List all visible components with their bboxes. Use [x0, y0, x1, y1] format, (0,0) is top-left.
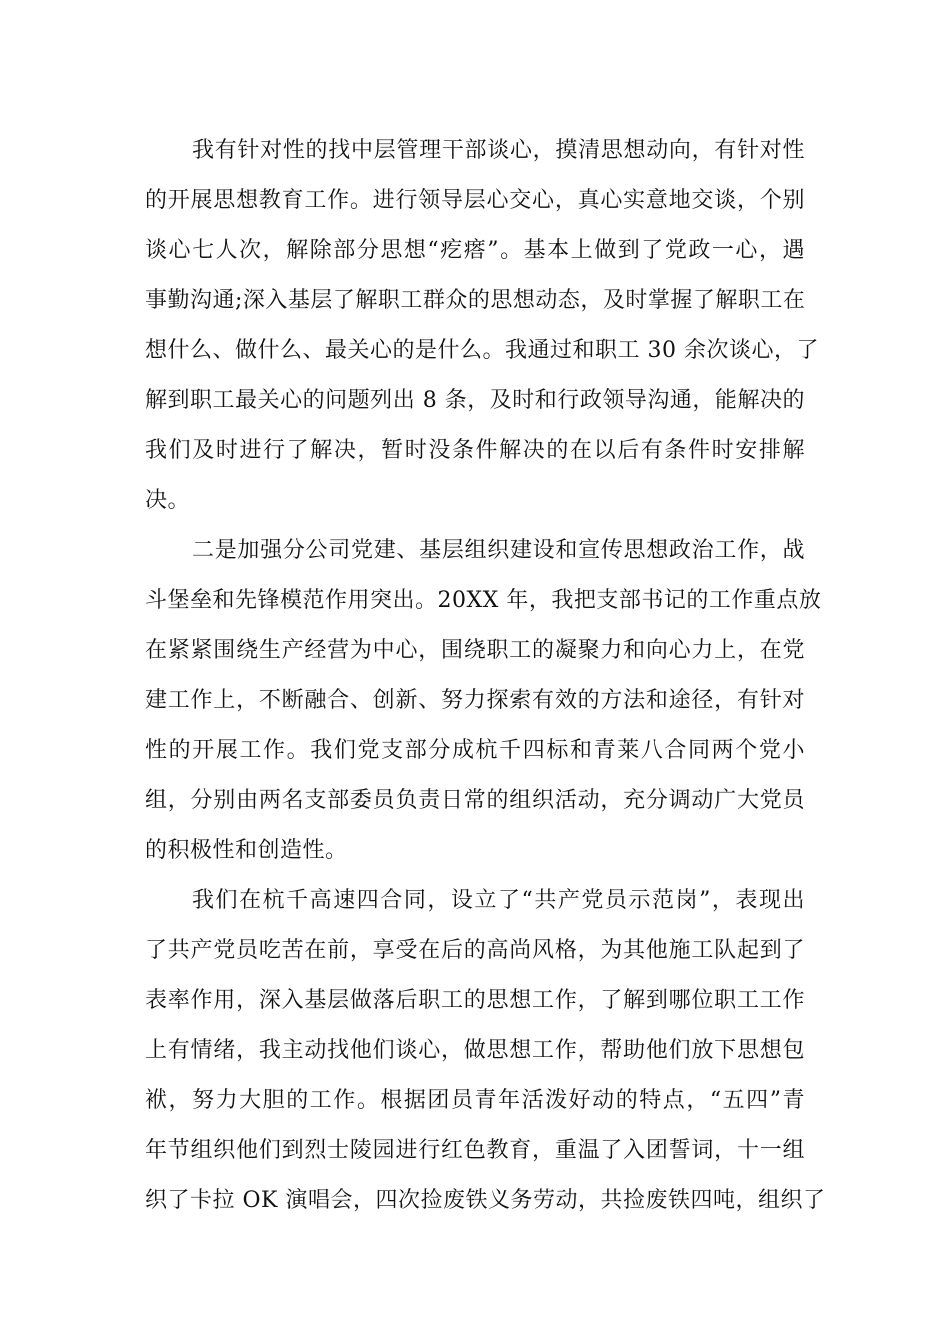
paragraph-1-line-7: 我们及时进行了解决，暂时没条件解决的在以后有条件时安排解 — [145, 438, 805, 463]
paragraph-2-line-4: 建工作上，不断融合、创新、努力探索有效的方法和途径，有针对 — [145, 688, 805, 713]
paragraph-2-line-3: 在紧紧围绕生产经营为中心，围绕职工的凝聚力和向心力上，在党 — [145, 638, 805, 663]
paragraph-2-line-6: 组，分别由两名支部委员负责日常的组织活动，充分调动广大党员 — [145, 788, 805, 813]
paragraph-1-line-2: 的开展思想教育工作。进行领导层心交心，真心实意地交谈，个别 — [145, 188, 805, 213]
paragraph-1-line-6: 解到职工最关心的问题列出 8 条，及时和行政领导沟通，能解决的 — [145, 388, 805, 413]
paragraph-3-line-5: 袱，努力大胆的工作。根据团员青年活泼好动的特点，“五四”青 — [145, 1088, 805, 1113]
paragraph-3-line-4: 上有情绪，我主动找他们谈心，做思想工作，帮助他们放下思想包 — [145, 1038, 805, 1063]
paragraph-3-line-1: 我们在杭千高速四合同，设立了“共产党员示范岗”，表现出 — [192, 888, 805, 913]
paragraph-3-line-2: 了共产党员吃苦在前，享受在后的高尚风格，为其他施工队起到了 — [145, 938, 805, 963]
paragraph-2-line-7: 的积极性和创造性。 — [145, 838, 348, 863]
paragraph-3-line-3: 表率作用，深入基层做落后职工的思想工作，了解到哪位职工工作 — [145, 988, 805, 1013]
paragraph-1-line-1: 我有针对性的找中层管理干部谈心，摸清思想动向，有针对性 — [192, 138, 805, 163]
paragraph-1-line-5: 想什么、做什么、最关心的是什么。我通过和职工 30 余次谈心，了 — [145, 338, 819, 363]
paragraph-1-line-3: 谈心七人次，解除部分思想“疙瘩”。基本上做到了党政一心，遇 — [145, 238, 805, 263]
paragraph-1-line-8: 决。 — [145, 488, 191, 513]
paragraph-2-line-1: 二是加强分公司党建、基层组织建设和宣传思想政治工作，战 — [192, 538, 805, 563]
paragraph-2-line-2: 斗堡垒和先锋模范作用突出。20XX 年，我把支部书记的工作重点放 — [145, 588, 822, 613]
paragraph-3-line-6: 年节组织他们到烈士陵园进行红色教育，重温了入团誓词，十一组 — [145, 1138, 805, 1163]
paragraph-2-line-5: 性的开展工作。我们党支部分成杭千四标和青莱八合同两个党小 — [145, 738, 805, 763]
paragraph-1-line-4: 事勤沟通;深入基层了解职工群众的思想动态，及时掌握了解职工在 — [145, 288, 806, 313]
paragraph-3-line-7: 织了卡拉 OK 演唱会，四次捡废铁义务劳动，共捡废铁四吨，组织了 — [145, 1188, 826, 1213]
